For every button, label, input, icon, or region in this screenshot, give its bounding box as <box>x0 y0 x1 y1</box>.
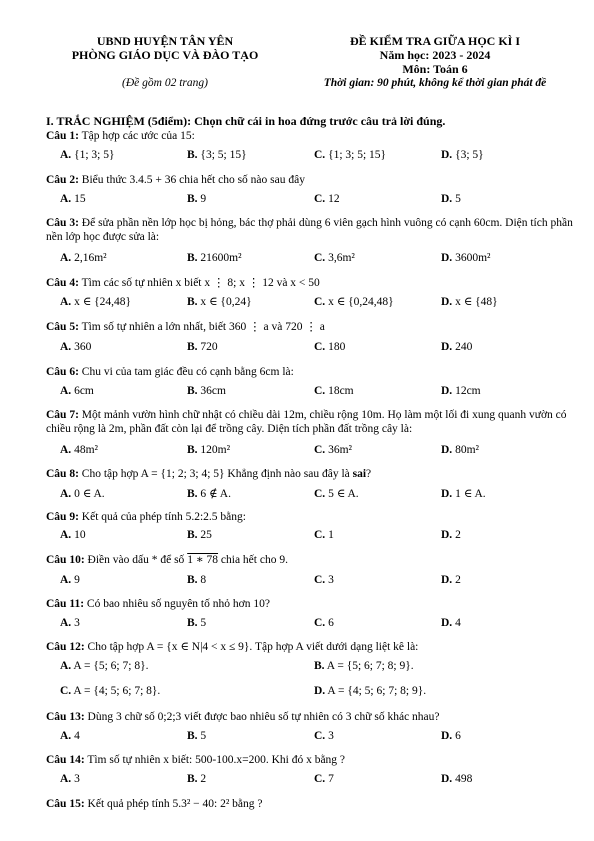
option-c: C. 7 <box>314 773 334 785</box>
department-name: PHÒNG GIÁO DỤC VÀ ĐÀO TẠO <box>71 48 259 62</box>
option-d: D. 12cm <box>441 385 481 397</box>
question-text: Tập hợp các ước của 15: <box>78 130 195 142</box>
question-keyword: sai <box>352 468 367 480</box>
question-10 <box>46 553 576 567</box>
option-d: D. 1 ∈ A. <box>441 488 486 500</box>
option-c: C. 1 <box>314 529 334 541</box>
option-c: C. 6 <box>314 617 334 629</box>
question-4 <box>46 276 576 290</box>
option-a: A. 0 ∈ A. <box>60 488 105 500</box>
option-d: D. 5 <box>441 193 461 205</box>
question-text: Cho tập hợp A = {1; 2; 3; 4; 5} Khẳng định nào sau đây là <box>78 468 353 480</box>
options-9 <box>60 528 560 542</box>
options-5 <box>60 340 560 354</box>
options-12b <box>60 684 560 698</box>
option-b: B. {3; 5; 15} <box>187 149 247 161</box>
option-a: A. 15 <box>60 193 86 205</box>
option-d: D. x ∈ {48} <box>441 296 498 308</box>
option-c: C. A = {4; 5; 6; 7; 8}. <box>60 685 161 697</box>
option-a: A. 4 <box>60 730 80 742</box>
question-text: Chu vi của tam giác đều có cạnh bằng 6cm là: <box>78 366 294 378</box>
option-a: A. {1; 3; 5} <box>60 149 115 161</box>
question-5 <box>46 320 576 334</box>
options-14 <box>60 772 560 786</box>
header-right <box>290 34 580 90</box>
option-a: A. 360 <box>60 341 92 353</box>
options-10 <box>60 573 560 587</box>
question-label: Câu 8: <box>46 468 79 480</box>
option-b: B. 5 <box>187 617 207 629</box>
option-a: A. x ∈ {24,48} <box>60 296 131 308</box>
option-a: A. 48m² <box>60 444 98 456</box>
question-8 <box>46 467 576 481</box>
option-d: D. 2 <box>441 529 461 541</box>
option-c: C. 12 <box>314 193 340 205</box>
question-text: Kết quả phép tính 5.3² − 40: 2² bằng ? <box>84 798 263 810</box>
options-4 <box>60 295 560 309</box>
options-3 <box>60 251 560 265</box>
option-c: C. {1; 3; 5; 15} <box>314 149 387 161</box>
option-c: C. 3 <box>314 574 334 586</box>
district-name: UBND HUYỆN TÂN YÊN <box>96 34 234 48</box>
option-c: C. 180 <box>314 341 346 353</box>
question-13 <box>46 710 576 724</box>
question-15 <box>46 797 576 811</box>
option-a: A. 3 <box>60 773 80 785</box>
option-d: D. 3600m² <box>441 252 491 264</box>
option-b: B. 9 <box>187 193 207 205</box>
question-label: Câu 13: <box>46 711 85 723</box>
option-b: B. 5 <box>187 730 207 742</box>
options-6 <box>60 384 560 398</box>
option-b: B. 720 <box>187 341 218 353</box>
exam-title: ĐỀ KIỂM TRA GIỮA HỌC KÌ I <box>349 34 521 48</box>
options-12a <box>60 659 560 673</box>
option-b: B. 2 <box>187 773 207 785</box>
question-14 <box>46 753 576 767</box>
option-d: D. 2 <box>441 574 461 586</box>
school-year: Năm học: 2023 - 2024 <box>379 48 491 62</box>
option-c: C. 18cm <box>314 385 354 397</box>
question-label: Câu 6: <box>46 366 79 378</box>
option-b: B. 8 <box>187 574 207 586</box>
question-9 <box>46 510 576 524</box>
question-label: Câu 14: <box>46 754 85 766</box>
option-c: C. 5 ∈ A. <box>314 488 359 500</box>
question-label: Câu 12: <box>46 641 85 653</box>
options-7 <box>60 443 560 457</box>
options-8 <box>60 487 560 501</box>
question-label: Câu 10: <box>46 554 85 566</box>
option-a: A. 2,16m² <box>60 252 107 264</box>
options-2 <box>60 192 560 206</box>
option-c: C. 36m² <box>314 444 352 456</box>
option-d: D. 6 <box>441 730 461 742</box>
question-7 <box>46 408 576 436</box>
question-6 <box>46 365 576 379</box>
section-title: I. TRẮC NGHIỆM (5điểm): Chọn chữ cái in hoa đứng trước câu trả lời đúng. <box>46 114 446 128</box>
option-b: B. 25 <box>187 529 212 541</box>
option-c: C. x ∈ {0,24,48} <box>314 296 394 308</box>
question-label: Câu 3: <box>46 217 79 229</box>
option-a: A. 3 <box>60 617 80 629</box>
option-b: B. 120m² <box>187 444 231 456</box>
question-12 <box>46 640 576 654</box>
question-text: Để sửa phần nền lớp học bị hỏng, bác thợ phải dùng 6 viên gạch hình vuông có cạnh 60cm. Diện tích phần nền lớp học được sửa là: <box>46 217 573 243</box>
question-1 <box>46 129 576 143</box>
options-1 <box>60 148 560 162</box>
question-text-end: ? <box>366 468 372 480</box>
option-d: D. 4 <box>441 617 461 629</box>
option-b: B. 36cm <box>187 385 226 397</box>
options-13 <box>60 729 560 743</box>
option-b: B. A = {5; 6; 7; 8; 9}. <box>314 660 414 672</box>
question-label: Câu 7: <box>46 409 79 421</box>
question-11 <box>46 597 576 611</box>
overlined-number: 1 ∗ 78 <box>187 554 219 566</box>
option-a: A. A = {5; 6; 7; 8}. <box>60 660 149 672</box>
question-text: Tìm các số tự nhiên x biết x ⋮ 8; x ⋮ 12 và x < 50 <box>78 277 320 289</box>
question-3 <box>46 216 576 244</box>
question-label: Câu 5: <box>46 321 79 333</box>
option-c: C. 3 <box>314 730 334 742</box>
question-label: Câu 9: <box>46 511 79 523</box>
option-a: A. 6cm <box>60 385 94 397</box>
subject: Môn: Toán 6 <box>402 62 468 76</box>
question-text: Điền vào dấu * để số <box>84 554 188 566</box>
question-text: Tìm số tự nhiên a lớn nhất, biết 360 ⋮ a và 720 ⋮ a <box>78 321 325 333</box>
question-label: Câu 11: <box>46 598 85 610</box>
option-b: B. x ∈ {0,24} <box>187 296 252 308</box>
question-text: Một mảnh vườn hình chữ nhật có chiều dài 12m, chiều rộng 10m. Họ làm một lối đi xung quanh vườn có chiều rộng là 2m, phần đất còn lại để trồng cây. Diện tích phần đất trồng cây là: <box>46 409 567 435</box>
option-d: D. 240 <box>441 341 473 353</box>
question-label: Câu 4: <box>46 277 79 289</box>
question-text: Biểu thức 3.4.5 + 36 chia hết cho số nào sau đây <box>78 174 305 186</box>
question-text: Dùng 3 chữ số 0;2;3 viết được bao nhiêu số tự nhiên có 3 chữ số khác nhau? <box>84 711 440 723</box>
option-d: D. {3; 5} <box>441 149 484 161</box>
option-d: D. A = {4; 5; 6; 7; 8; 9}. <box>314 685 427 697</box>
header-left <box>40 34 290 90</box>
pages-note: (Đề gồm 02 trang) <box>122 77 208 89</box>
question-text: Cho tập hợp A = {x ∈ N|4 < x ≤ 9}. Tập hợp A viết dưới dạng liệt kê là: <box>84 641 419 653</box>
question-label: Câu 1: <box>46 130 79 142</box>
question-text: Tìm số tự nhiên x biết: 500-100.x=200. Khi đó x bằng ? <box>84 754 346 766</box>
time-note: Thời gian: 90 phút, không kể thời gian phát đề <box>323 77 547 89</box>
options-11 <box>60 616 560 630</box>
option-a: A. 9 <box>60 574 80 586</box>
question-text-end: chia hết cho 9. <box>218 554 288 566</box>
option-d: D. 80m² <box>441 444 479 456</box>
question-2 <box>46 173 576 187</box>
question-text: Kết quả của phép tính 5.2:2.5 bằng: <box>78 511 246 523</box>
option-d: D. 498 <box>441 773 473 785</box>
question-text: Có bao nhiêu số nguyên tố nhỏ hơn 10? <box>84 598 270 610</box>
option-b: B. 6 ∉ A. <box>187 488 231 500</box>
option-a: A. 10 <box>60 529 86 541</box>
option-b: B. 21600m² <box>187 252 242 264</box>
question-label: Câu 15: <box>46 798 85 810</box>
question-label: Câu 2: <box>46 174 79 186</box>
option-c: C. 3,6m² <box>314 252 355 264</box>
